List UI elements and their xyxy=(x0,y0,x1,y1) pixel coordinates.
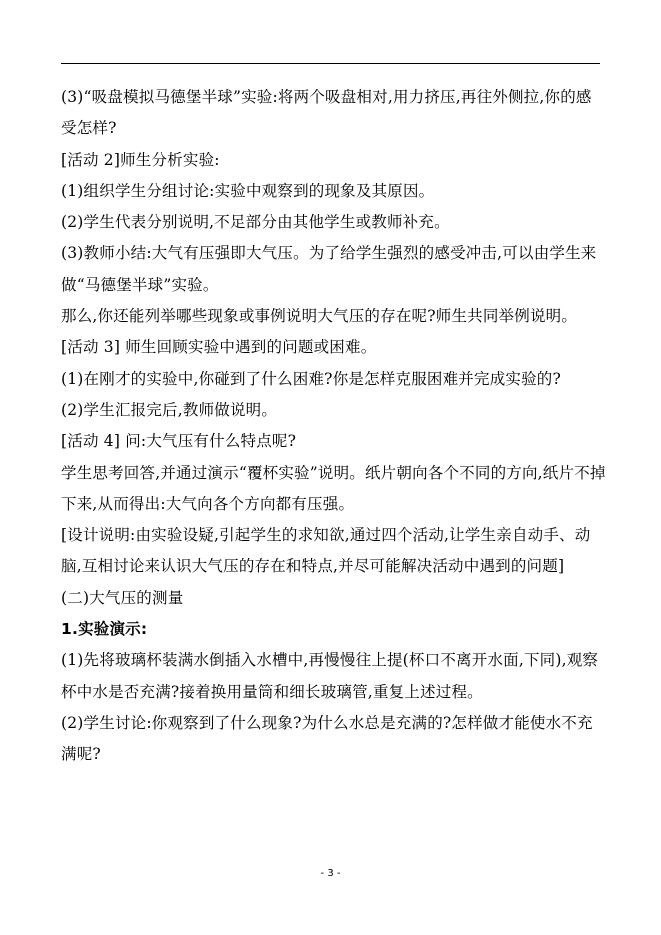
paragraph-inverted-cup: 学生思考回答,并通过演示“覆杯实验”说明。纸片朝向各个不同的方向,纸片不掉下来,从而得出:大气向各个方向都有压强。 xyxy=(61,463,606,513)
paragraph-activity-3-heading: [活动 3] 师生回顾实验中遇到的问题或困难。 xyxy=(61,338,377,357)
paragraph-list-examples: 那么,你还能列举哪些现象或事例说明大气压的存在呢?师生共同举例说明。 xyxy=(61,307,578,326)
paragraph-glass-cup-demo: (1)先将玻璃杯装满水倒插入水槽中,再慢慢往上提(杯口不离开水面,下同),观察杯中水是否充满?接着换用量筒和细长玻璃管,重复上述过程。 xyxy=(61,651,599,701)
paragraph-activity-2-heading: [活动 2]师生分析实验: xyxy=(61,150,220,169)
paragraph-activity-4-heading: [活动 4] 问:大气压有什么特点呢? xyxy=(61,432,297,451)
subheading-experiment-demo: 1.实验演示: xyxy=(61,620,148,639)
paragraph-group-discussion: (1)组织学生分组讨论:实验中观察到的现象及其原因。 xyxy=(61,181,435,200)
header-rule xyxy=(61,63,600,64)
paragraph-student-representative: (2)学生代表分别说明,不足部分由其他学生或教师补充。 xyxy=(61,213,450,232)
paragraph-teacher-summary: (3)教师小结:大气有压强即大气压。为了给学生强烈的感受冲击,可以由学生来做“马德堡半球”实验。 xyxy=(61,244,597,294)
document-body xyxy=(61,82,606,771)
paragraph-student-discussion: (2)学生讨论:你观察到了什么现象?为什么水总是充满的?怎样做才能使水不充满呢? xyxy=(61,713,593,764)
paragraph-suction-cup-experiment: (3)“吸盘模拟马德堡半球”实验:将两个吸盘相对,用力挤压,再往外侧拉,你的感受怎样? xyxy=(61,88,592,138)
paragraph-difficulties: (1)在刚才的实验中,你碰到了什么困难?你是怎样克服困难并完成实验的? xyxy=(61,369,562,388)
paragraph-student-report: (2)学生汇报完后,教师做说明。 xyxy=(61,400,278,419)
page-number: - 3 - xyxy=(320,868,341,879)
paragraph-design-note: [设计说明:由实验设疑,引起学生的求知欲,通过四个活动,让学生亲自动手、动脑,互相讨论来认识大气压的存在和特点,并尽可能解决活动中遇到的问题] xyxy=(61,526,591,576)
section-heading-measurement: (二)大气压的测量 xyxy=(61,588,184,607)
